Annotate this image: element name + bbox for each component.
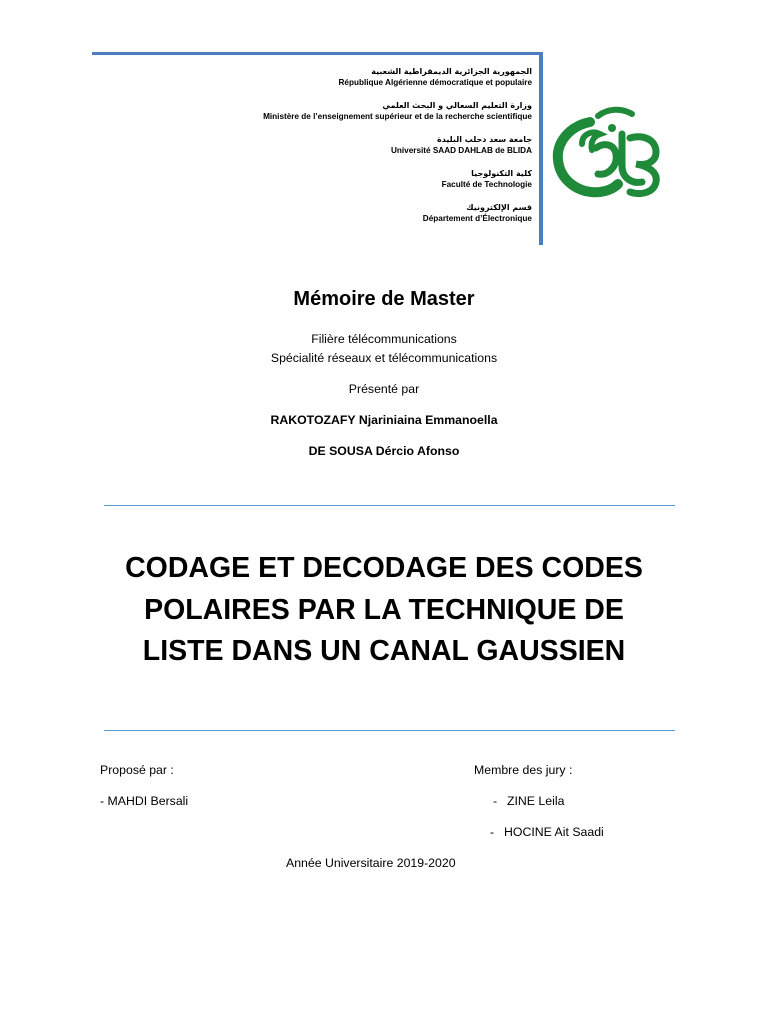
jury-member-name: ZINE Leila — [507, 794, 565, 808]
thesis-title — [84, 548, 684, 673]
jury-label: Membre des jury : — [474, 763, 573, 777]
header-french-line: Université SAAD DAHLAB de BLIDA — [390, 146, 532, 155]
jury-bullet: - — [490, 825, 495, 839]
jury-member — [493, 794, 564, 808]
institution-header — [132, 66, 532, 224]
header-arabic-line: كلية التكنولوجيا — [471, 169, 532, 178]
jury-bullet: - — [493, 794, 498, 808]
title-divider-top — [104, 505, 675, 506]
author-name: RAKOTOZAFY Njariniaina Emmanoella — [270, 413, 498, 427]
title-divider-bottom — [104, 730, 675, 731]
thesis-title-line: POLAIRES PAR LA TECHNIQUE DE — [144, 593, 624, 626]
header-french-line: Département d’Électronique — [422, 214, 532, 223]
document-type: Mémoire de Master — [293, 288, 475, 310]
header-french-line: Ministère de l’enseignement supérieur et de la recherche scientifique — [263, 112, 532, 121]
supervisor-name: - MAHDI Bersali — [100, 794, 189, 808]
specialite-text: Spécialité réseaux et télécommunications — [270, 351, 498, 365]
jury-member — [490, 825, 604, 839]
presented-by-label: Présenté par — [348, 382, 420, 396]
proposed-by-label: Proposé par : — [100, 763, 174, 777]
header-arabic-line: وزارة التعليم السعالي و البحث العلمي — [382, 101, 532, 110]
academic-year: Année Universitaire 2019-2020 — [286, 856, 456, 870]
thesis-title-line: LISTE DANS UN CANAL GAUSSIEN — [142, 635, 626, 667]
header-french-line: République Algérienne démocratique et populaire — [338, 78, 532, 87]
header-french-line: Faculté de Technologie — [441, 180, 532, 189]
filiere-text: Filière télécommunications — [311, 332, 457, 346]
author-name: DE SOUSA Dércio Afonso — [308, 444, 460, 458]
jury-member-name: HOCINE Ait Saadi — [504, 825, 604, 839]
thesis-title-line: CODAGE ET DECODAGE DES CODES — [125, 552, 643, 584]
university-logo — [552, 104, 664, 200]
header-arabic-line: الجمهورية الجزائرية الديمقراطية الشعبية — [371, 67, 532, 76]
header-arabic-line: قسم الإلكترونيك — [466, 203, 532, 212]
header-arabic-line: جامعة سعد دحلب البليدة — [437, 135, 532, 144]
